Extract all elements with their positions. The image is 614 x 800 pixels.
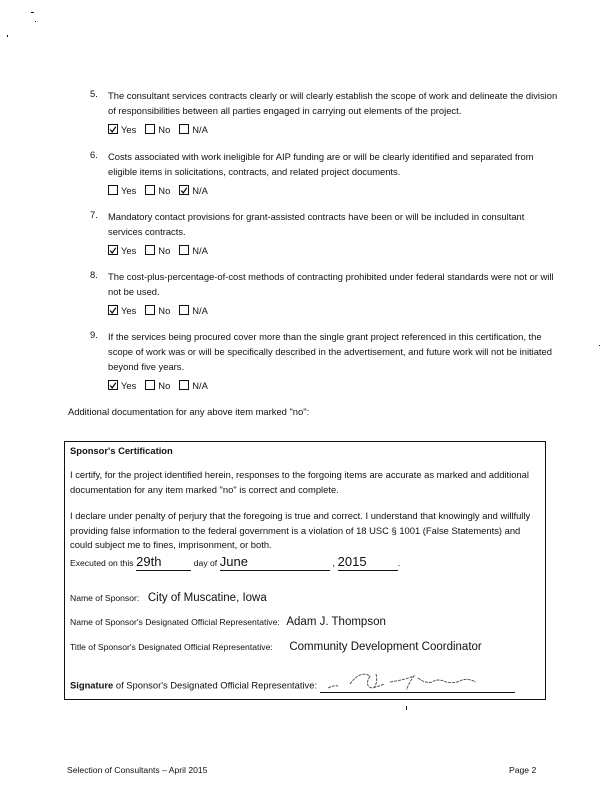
item-number: 8. [90,269,98,280]
rep-title-row [70,640,540,655]
executed-day-field[interactable]: 29th [136,555,191,571]
checkbox-icon[interactable] [179,305,189,315]
executed-month-field[interactable]: June [220,555,330,571]
option-na[interactable] [179,185,208,196]
option-no[interactable] [145,305,170,316]
checkbox-icon[interactable] [179,124,189,134]
option-yes[interactable] [108,124,136,135]
rep-name-value[interactable]: Adam J. Thompson [286,616,386,628]
item-number: 5. [90,88,98,99]
option-yes[interactable] [108,305,136,316]
option-label: Yes [121,184,137,196]
sponsor-name-row [70,591,540,606]
checked-checkbox-icon[interactable] [108,305,118,315]
scan-artifact [406,706,407,710]
signature-row [70,678,540,693]
option-label: Yes [121,244,137,256]
certification-paragraph: I certify, for the project identified herein, responses to the forgoing items are accurate as marked and additional documentation for any item marked "no" is correct and complete. [70,469,529,495]
handwritten-signature-icon [320,668,515,690]
checked-checkbox-icon[interactable] [108,124,118,134]
certification-heading: Sponsor's Certification [70,445,173,456]
checkbox-icon[interactable] [179,380,189,390]
executed-year-field[interactable]: 2015 [338,555,398,571]
checkbox-icon[interactable] [108,185,118,195]
item-number: 9. [90,329,98,340]
option-label: No [158,184,171,196]
option-label: N/A [192,304,208,316]
item-text: The cost-plus-percentage-of-cost methods of contracting prohibited under federal standards were not or will not be used. [108,271,554,297]
checklist-item [90,209,560,257]
checkbox-icon[interactable] [179,245,189,255]
checkbox-icon[interactable] [145,185,155,195]
checked-checkbox-icon[interactable] [179,185,189,195]
footer-document-title: Selection of Consultants – April 2015 [67,765,208,775]
checklist-item [90,149,560,197]
checkbox-icon[interactable] [145,124,155,134]
response-options [108,303,560,317]
option-no[interactable] [145,124,170,135]
signature-field[interactable] [320,678,515,693]
checked-checkbox-icon[interactable] [108,380,118,390]
option-yes[interactable] [108,245,136,256]
option-yes[interactable] [108,380,136,391]
option-no[interactable] [145,245,170,256]
footer-page-number: Page 2 [509,765,537,775]
option-label: No [158,123,171,135]
option-label: Yes [121,379,137,391]
scan-artifact [599,345,600,346]
checklist-item [90,269,560,317]
option-label: N/A [192,184,208,196]
signature-label-bold: Signature [70,679,114,691]
day-of-label: day of [193,558,218,568]
item-text: If the services being procured cover more than the single grant project referenced in this certification, the scope of work was or will be specifically described in the advertisement, and future work will not be initiated beyond five years. [108,331,552,372]
additional-documentation-label: Additional documentation for any above item marked "no": [68,406,310,417]
scan-artifact [35,21,36,22]
signature-label: of Sponsor's Designated Official Representative: [113,679,318,691]
perjury-declaration: I declare under penalty of perjury that the foregoing is true and correct. I understand that knowingly and willfully providing false information to the federal government is a violation of 18 USC § 1001 (False Statements) and could subject me to fines, imprisonment, or both. [70,510,531,550]
response-options [108,378,560,392]
rep-title-value[interactable]: Community Development Coordinator [289,641,482,653]
item-text: Mandatory contact provisions for grant-assisted contracts have been or will be included in consultant services contracts. [108,211,525,237]
option-label: No [158,379,171,391]
option-no[interactable] [145,185,170,196]
rep-name-label: Name of Sponsor's Designated Official Representative: [70,617,280,627]
checkbox-icon[interactable] [145,305,155,315]
option-label: No [158,244,171,256]
option-label: Yes [121,123,137,135]
item-text: The consultant services contracts clearly or will clearly establish the scope of work and delineate the division of responsibilities between all parties engaged in carrying out elements of the project. [108,90,558,116]
scan-artifact [31,12,34,13]
option-na[interactable] [179,380,208,391]
option-label: No [158,304,171,316]
executed-label: Executed on this [70,558,134,568]
checklist-item [90,329,560,392]
option-na[interactable] [179,245,208,256]
date-separator: , [332,557,336,568]
checkbox-icon[interactable] [145,380,155,390]
sponsor-name-label: Name of Sponsor: [70,593,140,603]
option-na[interactable] [179,124,208,135]
item-number: 7. [90,209,98,220]
option-no[interactable] [145,380,170,391]
checked-checkbox-icon[interactable] [108,245,118,255]
option-label: Yes [121,304,137,316]
rep-name-row [70,615,540,630]
option-label: N/A [192,379,208,391]
response-options [108,243,560,257]
executed-date-line [70,555,540,571]
option-yes[interactable] [108,185,136,196]
item-text: Costs associated with work ineligible for AIP funding are or will be clearly identified and separated from eligible items in solicitations, contracts, and related project documents. [108,151,534,177]
date-end: . [397,557,401,568]
item-number: 6. [90,149,98,160]
checklist-item [90,88,560,136]
checkbox-icon[interactable] [145,245,155,255]
rep-title-label: Title of Sponsor's Designated Official Representative: [70,642,273,652]
response-options [108,183,560,197]
option-na[interactable] [179,305,208,316]
option-label: N/A [192,123,208,135]
sponsor-name-value[interactable]: City of Muscatine, Iowa [147,592,267,604]
option-label: N/A [192,244,208,256]
response-options [108,122,560,136]
scan-artifact [7,35,8,37]
